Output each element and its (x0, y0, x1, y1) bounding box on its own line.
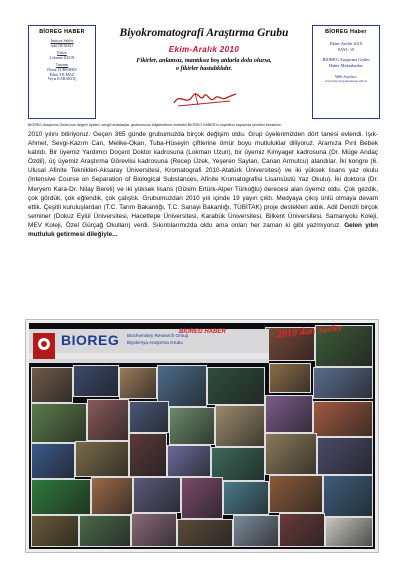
collage-photo (269, 363, 311, 393)
collage-photo (75, 441, 129, 477)
collage-photo (279, 513, 325, 547)
collage-photo (313, 367, 373, 399)
collage-photo (129, 401, 169, 433)
collage-photo (181, 477, 223, 519)
collage-photo (177, 519, 233, 547)
collage-photo (87, 399, 129, 441)
collage-photo (167, 445, 211, 477)
credits-line: Veyis KARAKOÇ (47, 77, 77, 82)
collage-photo (317, 437, 373, 475)
collage-photo (265, 433, 317, 475)
article-closing: Gelen yılın mutluluk getirmesi dileğiyle... (28, 221, 378, 239)
banner-stripe (29, 353, 269, 359)
collage-photo (265, 395, 313, 433)
group-title: Biyokromatografi Araştırma Grubu (119, 27, 289, 39)
masthead-issue-box (312, 25, 380, 119)
masthead-credits-box (28, 25, 96, 119)
bioreg-banner (29, 329, 269, 363)
collage-photo (233, 515, 279, 547)
header (100, 24, 308, 73)
quote (100, 57, 308, 73)
bioreg-logo-icon (33, 333, 55, 359)
collage-photo (31, 479, 91, 515)
publisher-line-2: Haber Mektubudur. (328, 62, 364, 68)
banner-subtitle-en: Biochemistry Research Group (127, 333, 189, 338)
article-text: 2010 yılını bitiriyoruz. Geçen 365 günde grubumuzda birçok değişim oldu. Grup üyelerimizden dört tanesi evlendi. Işık-Ahmet, Sevgi-Kazım Can, Melike-Okan, Tuba-Hüseyin çiftlerine ömür boyu mutluluklar diliyoruz. Aramıza Pırıl Bebek katıldı. Bir üyemiz Yardımcı Doçent Doktor kadrosuna (Lokman Uzun), bir üyemiz Kimyager kadrosuna (Dr. Müge Andaç Özdil), üç üyemiz Araştırma Görevlisi kadrosuna (Recep Üzek, Yeşeren Saylan, Canan Armutcu) atandılar. İki kongre (6. Ulusal Afinite Teknikleri-Aksaray Üniversitesi, Kromatografi 2010-Atatürk Üniversitesi) ve iki yüksek lisans yaz okulu (Intensive Course on Separation of Biological Substances, Afinite Kromatografisi Lisansüstü Yaz Okulu). İki doktora (Dr. Meryem Kara-Dr. Nilay Bereli) ve iki yüksek lisans (Gizem Ertürk-Alper Türkoğlu) derecesi alan üyemiz oldu. Çok gezdik, çok gördük, çok eğlendik, çok çalıştık. Grubumuzdan 2010 yılı içinde 19 yayın çıktı. Medyaya çıkış ünlü olmaya devam ettik. Çeşitli kuruluşlardan (T.C. Tarım Bakanlığı, T.C. Sanayi Bakanlığı, TÜBİTAK) proje destekleri aldık. Adil Denizli birçok seminer (Dokuz Eylül Üniversitesi, Hacettepe Üniversitesi, Karabük Üniversitesi, Bilkent Üniversitesi, Samanyolu Koleji, MEV Koleji, Özel Gürçağ Okulları) verdi. Sıkıntılarımızda oldu ama onları her zaman ki gibi yazmıyoruz. (28, 131, 378, 229)
anniversary-caption: 2010'dan Sesler (276, 322, 344, 341)
credits-list (29, 39, 95, 82)
collage-photo (313, 401, 373, 437)
credits-line: Editör (57, 51, 67, 56)
collage-photo (211, 447, 265, 481)
collage-photo (207, 367, 265, 405)
collage-photo (91, 477, 133, 515)
banner-newsletter-name: BİOREG HABER (179, 329, 226, 335)
credits-line: İmtiyaz Sahibi (50, 39, 74, 43)
quote-line-1: Fikirler, anlamsız, mantıksız boş atılarla dolu olursa, (136, 57, 272, 64)
credits-line: Adil DENİZLİ (50, 43, 74, 48)
credits-line: Lokman UZUN (49, 55, 75, 60)
collage-photo (31, 403, 87, 443)
issue-number: SAYI: 19 (337, 46, 355, 52)
collage-photo (119, 367, 157, 399)
issue-box-title: BİOREG Haber (325, 29, 367, 35)
issue-date: Ekim-Aralık 2010 (168, 45, 240, 54)
banner-subtitle-tr: Biyokimya Araştırma Grubu (127, 340, 183, 345)
web-address[interactable]: www.biyoreg.hacettepe.edu.tr (325, 79, 367, 84)
collage-photo (323, 475, 373, 517)
collage-photo (31, 515, 79, 547)
collage-photo (129, 433, 167, 477)
intro-line: BİOREG Araştırma Grubu'nun değerli üyeleri, sevgili arkadaşlar, grubumuzun bilgilendirme mektubu BİOREG HABER'in onyedinci sayısında yeniden beraberiz. (28, 123, 282, 127)
credits-line: Tasarım (55, 63, 69, 68)
newsletter-page (20, 22, 380, 546)
signature-image (170, 88, 240, 110)
collage-photo (31, 443, 75, 479)
banner-title: BIOREG (61, 332, 120, 348)
collage-photo (31, 367, 73, 403)
credits-line: Deniz TÜRKMEN (47, 67, 77, 72)
collage-photo (169, 407, 215, 445)
photo-collage (26, 320, 378, 552)
collage-photo (133, 477, 181, 513)
quote-line-2: o fikirler hastalıklıdır. (175, 65, 233, 72)
collage-photo (269, 475, 323, 513)
credits-title: BİOREG HABER (39, 29, 85, 35)
web-label: Web Sayfası: (334, 74, 358, 80)
issue-box-date: Ekim-Aralık 2010 (329, 41, 363, 46)
collage-photo (325, 517, 373, 547)
credits-line: Erkut YILMAZ (49, 72, 75, 77)
collage-photo (223, 481, 269, 515)
article-body (28, 130, 378, 239)
collage-photo (73, 365, 119, 397)
collage-photo (215, 405, 265, 447)
collage-photo (79, 515, 131, 547)
collage-photo (131, 513, 177, 547)
publisher-line-1: BİOREG Araştırma Grubu (322, 57, 370, 63)
